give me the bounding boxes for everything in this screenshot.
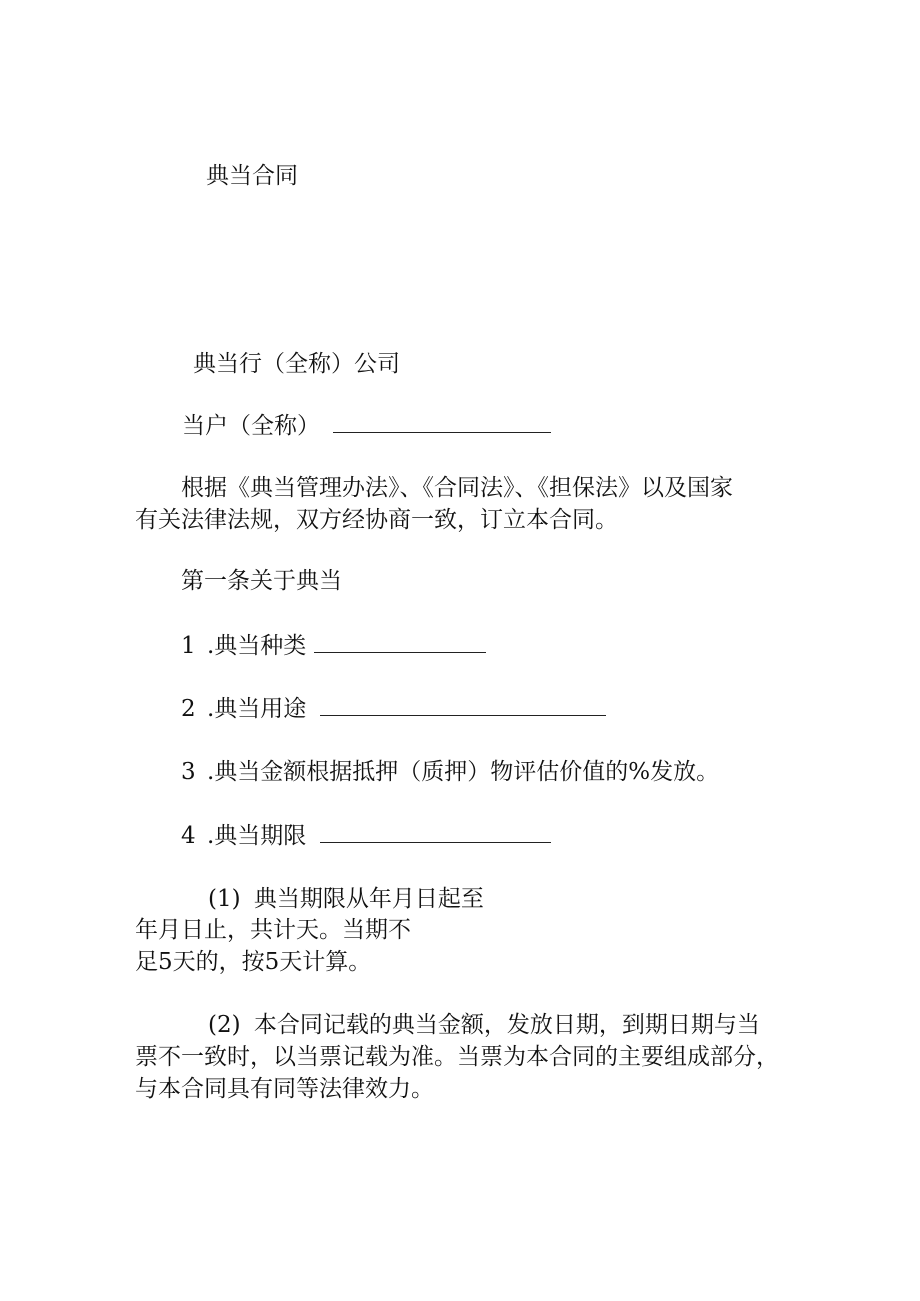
pawn-term-blank <box>320 820 551 843</box>
item-number: 1 <box>181 633 196 659</box>
item-number: 2 <box>181 696 196 722</box>
clause-text: 本合同记载的典当金额，发放日期，到期日期与当 <box>253 1012 760 1038</box>
pawner-name-line <box>182 410 551 441</box>
article-1-heading: 第一条关于典当 <box>181 568 342 594</box>
item-2-pawn-purpose <box>181 693 606 724</box>
pawner-label: 当户（全称） <box>182 413 320 439</box>
clause-marker: (2) <box>208 1012 241 1038</box>
clause-1-line-2: 年月日止，共计天。当期不 <box>135 917 411 943</box>
item-label: .典当用途 <box>206 696 307 722</box>
preamble-line-2: 有关法律法规，双方经协商一致，订立本合同。 <box>135 507 618 533</box>
item-label: .典当期限 <box>206 823 307 849</box>
pawner-name-blank <box>333 410 551 433</box>
pawnshop-name-line: 典当行（全称）公司 <box>193 351 400 377</box>
pawn-purpose-blank <box>320 693 606 716</box>
clause-2-line-1 <box>208 1010 760 1040</box>
document-title: 典当合同 <box>206 163 298 189</box>
clause-text: 典当期限从年月日起至 <box>253 886 484 912</box>
item-1-pawn-type <box>181 630 486 661</box>
item-label: .典当种类 <box>206 633 307 659</box>
item-number: 4 <box>181 823 196 849</box>
clause-1-line-3: 足5天的，按5天计算。 <box>135 949 372 975</box>
item-label: .典当金额根据抵押（质押）物评估价值的%发放。 <box>206 759 720 785</box>
clause-2-line-3: 与本合同具有同等法律效力。 <box>135 1076 434 1102</box>
item-4-pawn-term <box>181 820 551 851</box>
pawn-type-blank <box>314 630 486 653</box>
item-number: 3 <box>181 759 196 785</box>
clause-marker: (1) <box>208 886 241 912</box>
clause-2-line-2: 票不一致时，以当票记载为准。当票为本合同的主要组成部分， <box>135 1044 779 1070</box>
clause-1-line-1 <box>208 884 484 914</box>
preamble-line-1: 根据《典当管理办法》、《合同法》、《担保法》以及国家 <box>181 475 733 501</box>
item-3-pawn-amount <box>181 757 719 787</box>
